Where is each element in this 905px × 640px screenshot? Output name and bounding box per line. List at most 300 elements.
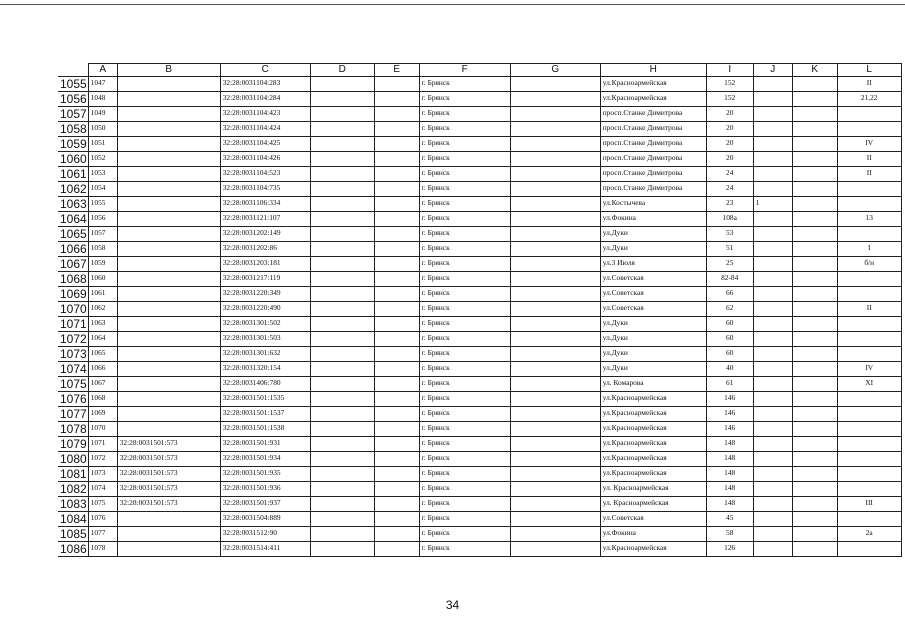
cell-e[interactable]	[374, 332, 419, 347]
cell-f[interactable]: г. Брянск	[419, 437, 510, 452]
cell-i[interactable]: 51	[706, 242, 753, 257]
column-header-k[interactable]: K	[792, 64, 837, 77]
cell-l[interactable]: II	[837, 167, 901, 182]
cell-e[interactable]	[374, 302, 419, 317]
cell-f[interactable]: г. Брянск	[419, 542, 510, 557]
column-header-d[interactable]: D	[310, 64, 374, 77]
row-number[interactable]: 1060	[60, 152, 87, 166]
cell-d[interactable]	[310, 107, 374, 122]
cell-c[interactable]: 32:28:0031104:423	[220, 107, 310, 122]
cell-d[interactable]	[310, 362, 374, 377]
cell-a[interactable]: 1064	[88, 332, 117, 347]
cell-f[interactable]: г. Брянск	[419, 467, 510, 482]
cell-a[interactable]: 1076	[88, 512, 117, 527]
cell-e[interactable]	[374, 347, 419, 362]
cell-j[interactable]	[753, 152, 792, 167]
cell-d[interactable]	[310, 422, 374, 437]
cell-h[interactable]: ул.Советская	[600, 287, 706, 302]
cell-l[interactable]	[837, 122, 901, 137]
cell-c[interactable]: 32:28:0031203:181	[220, 257, 310, 272]
cell-k[interactable]	[792, 107, 837, 122]
cell-j[interactable]	[753, 182, 792, 197]
cell-g[interactable]	[510, 302, 600, 317]
cell-k[interactable]	[792, 122, 837, 137]
cell-k[interactable]	[792, 272, 837, 287]
cell-b[interactable]	[117, 227, 220, 242]
cell-c[interactable]: 32:28:0031501:935	[220, 467, 310, 482]
cell-g[interactable]	[510, 347, 600, 362]
cell-h[interactable]: ул.Дуки	[600, 317, 706, 332]
cell-a[interactable]: 1067	[88, 377, 117, 392]
cell-g[interactable]	[510, 167, 600, 182]
cell-l[interactable]: XI	[837, 377, 901, 392]
cell-b[interactable]	[117, 122, 220, 137]
cell-f[interactable]: г. Брянск	[419, 197, 510, 212]
cell-k[interactable]	[792, 347, 837, 362]
cell-i[interactable]: 60	[706, 347, 753, 362]
cell-a[interactable]: 1049	[88, 107, 117, 122]
cell-c[interactable]: 32:28:0031501:934	[220, 452, 310, 467]
cell-b[interactable]	[117, 347, 220, 362]
cell-k[interactable]	[792, 542, 837, 557]
cell-h[interactable]: ул.Красноармейская	[600, 407, 706, 422]
cell-e[interactable]	[374, 77, 419, 92]
cell-d[interactable]	[310, 287, 374, 302]
cell-b[interactable]	[117, 302, 220, 317]
cell-i[interactable]: 60	[706, 317, 753, 332]
column-header-h[interactable]: H	[600, 64, 706, 77]
cell-h[interactable]: ул.Красноармейская	[600, 77, 706, 92]
cell-k[interactable]	[792, 482, 837, 497]
cell-j[interactable]	[753, 482, 792, 497]
cell-a[interactable]: 1065	[88, 347, 117, 362]
cell-a[interactable]: 1074	[88, 482, 117, 497]
cell-c[interactable]: 32:28:0031501:937	[220, 497, 310, 512]
cell-e[interactable]	[374, 407, 419, 422]
cell-a[interactable]: 1073	[88, 467, 117, 482]
cell-d[interactable]	[310, 347, 374, 362]
row-number[interactable]: 1057	[60, 107, 87, 121]
cell-d[interactable]	[310, 302, 374, 317]
row-number[interactable]: 1085	[60, 527, 87, 541]
row-number[interactable]: 1076	[60, 392, 87, 406]
cell-e[interactable]	[374, 152, 419, 167]
cell-d[interactable]	[310, 77, 374, 92]
cell-a[interactable]: 1047	[88, 77, 117, 92]
row-number[interactable]: 1082	[60, 482, 87, 496]
cell-c[interactable]: 32:28:0031501:1535	[220, 392, 310, 407]
column-header-j[interactable]: J	[753, 64, 792, 77]
cell-k[interactable]	[792, 287, 837, 302]
cell-h[interactable]: ул. Красноармейская	[600, 497, 706, 512]
cell-i[interactable]: 53	[706, 227, 753, 242]
cell-j[interactable]	[753, 272, 792, 287]
cell-d[interactable]	[310, 542, 374, 557]
cell-l[interactable]	[837, 332, 901, 347]
cell-i[interactable]: 148	[706, 497, 753, 512]
cell-g[interactable]	[510, 77, 600, 92]
cell-f[interactable]: г. Брянск	[419, 77, 510, 92]
cell-j[interactable]	[753, 527, 792, 542]
cell-e[interactable]	[374, 437, 419, 452]
cell-i[interactable]: 25	[706, 257, 753, 272]
cell-l[interactable]	[837, 542, 901, 557]
cell-i[interactable]: 40	[706, 362, 753, 377]
row-number[interactable]: 1081	[60, 467, 87, 481]
cell-c[interactable]: 32:28:0031301:502	[220, 317, 310, 332]
cell-c[interactable]: 32:28:0031217:119	[220, 272, 310, 287]
row-number[interactable]: 1079	[60, 437, 87, 451]
cell-f[interactable]: г. Брянск	[419, 242, 510, 257]
cell-k[interactable]	[792, 242, 837, 257]
cell-b[interactable]	[117, 152, 220, 167]
cell-h[interactable]: ул.Дуки	[600, 347, 706, 362]
cell-c[interactable]: 32:28:0031104:283	[220, 77, 310, 92]
cell-f[interactable]: г. Брянск	[419, 137, 510, 152]
cell-l[interactable]	[837, 227, 901, 242]
cell-e[interactable]	[374, 467, 419, 482]
cell-c[interactable]: 32:28:0031301:632	[220, 347, 310, 362]
cell-f[interactable]: г. Брянск	[419, 257, 510, 272]
cell-b[interactable]	[117, 527, 220, 542]
cell-a[interactable]: 1052	[88, 152, 117, 167]
cell-d[interactable]	[310, 167, 374, 182]
cell-i[interactable]: 146	[706, 407, 753, 422]
cell-k[interactable]	[792, 452, 837, 467]
cell-i[interactable]: 61	[706, 377, 753, 392]
cell-j[interactable]	[753, 242, 792, 257]
cell-f[interactable]: г. Брянск	[419, 167, 510, 182]
cell-e[interactable]	[374, 182, 419, 197]
cell-b[interactable]	[117, 197, 220, 212]
cell-a[interactable]: 1060	[88, 272, 117, 287]
cell-g[interactable]	[510, 242, 600, 257]
cell-a[interactable]: 1061	[88, 287, 117, 302]
column-header-b[interactable]: B	[117, 64, 220, 77]
cell-f[interactable]: г. Брянск	[419, 407, 510, 422]
cell-c[interactable]: 32:28:0031106:334	[220, 197, 310, 212]
cell-k[interactable]	[792, 227, 837, 242]
row-number[interactable]: 1070	[60, 302, 87, 316]
cell-j[interactable]	[753, 212, 792, 227]
cell-h[interactable]: просп.Станке Димитрова	[600, 107, 706, 122]
cell-c[interactable]: 32:28:0031504:889	[220, 512, 310, 527]
cell-k[interactable]	[792, 497, 837, 512]
cell-d[interactable]	[310, 437, 374, 452]
cell-b[interactable]	[117, 167, 220, 182]
cell-b[interactable]	[117, 542, 220, 557]
cell-a[interactable]: 1070	[88, 422, 117, 437]
cell-i[interactable]: 60	[706, 332, 753, 347]
cell-g[interactable]	[510, 452, 600, 467]
cell-e[interactable]	[374, 362, 419, 377]
cell-f[interactable]: г. Брянск	[419, 527, 510, 542]
cell-e[interactable]	[374, 317, 419, 332]
row-number[interactable]: 1071	[60, 317, 87, 331]
cell-a[interactable]: 1063	[88, 317, 117, 332]
cell-d[interactable]	[310, 452, 374, 467]
cell-i[interactable]: 20	[706, 122, 753, 137]
cell-g[interactable]	[510, 122, 600, 137]
cell-c[interactable]: 32:28:0031220:349	[220, 287, 310, 302]
cell-b[interactable]	[117, 392, 220, 407]
cell-h[interactable]: ул.Фокина	[600, 212, 706, 227]
cell-i[interactable]: 108а	[706, 212, 753, 227]
cell-b[interactable]: 32:28:0031501:573	[117, 497, 220, 512]
row-number[interactable]: 1069	[60, 287, 87, 301]
cell-j[interactable]	[753, 467, 792, 482]
cell-b[interactable]	[117, 242, 220, 257]
cell-e[interactable]	[374, 287, 419, 302]
cell-d[interactable]	[310, 407, 374, 422]
cell-g[interactable]	[510, 527, 600, 542]
cell-e[interactable]	[374, 482, 419, 497]
cell-k[interactable]	[792, 512, 837, 527]
cell-i[interactable]: 45	[706, 512, 753, 527]
cell-l[interactable]	[837, 182, 901, 197]
cell-a[interactable]: 1050	[88, 122, 117, 137]
cell-i[interactable]: 146	[706, 422, 753, 437]
cell-d[interactable]	[310, 182, 374, 197]
cell-f[interactable]: г. Брянск	[419, 317, 510, 332]
cell-i[interactable]: 20	[706, 152, 753, 167]
cell-a[interactable]: 1055	[88, 197, 117, 212]
cell-g[interactable]	[510, 422, 600, 437]
cell-c[interactable]: 32:28:0031301:503	[220, 332, 310, 347]
cell-f[interactable]: г. Брянск	[419, 347, 510, 362]
cell-g[interactable]	[510, 152, 600, 167]
cell-a[interactable]: 1054	[88, 182, 117, 197]
cell-f[interactable]: г. Брянск	[419, 332, 510, 347]
row-number[interactable]: 1066	[60, 242, 87, 256]
cell-j[interactable]	[753, 317, 792, 332]
cell-g[interactable]	[510, 437, 600, 452]
cell-f[interactable]: г. Брянск	[419, 392, 510, 407]
cell-a[interactable]: 1072	[88, 452, 117, 467]
cell-a[interactable]: 1075	[88, 497, 117, 512]
cell-h[interactable]: ул.3 Июля	[600, 257, 706, 272]
cell-l[interactable]	[837, 347, 901, 362]
cell-l[interactable]	[837, 287, 901, 302]
cell-f[interactable]: г. Брянск	[419, 212, 510, 227]
cell-g[interactable]	[510, 512, 600, 527]
cell-l[interactable]	[837, 512, 901, 527]
cell-d[interactable]	[310, 467, 374, 482]
cell-c[interactable]: 32:28:0031104:424	[220, 122, 310, 137]
cell-b[interactable]	[117, 362, 220, 377]
row-number[interactable]: 1061	[60, 167, 87, 181]
cell-e[interactable]	[374, 242, 419, 257]
cell-b[interactable]	[117, 317, 220, 332]
row-number[interactable]: 1058	[60, 122, 87, 136]
cell-h[interactable]: ул.Дуки	[600, 227, 706, 242]
cell-g[interactable]	[510, 362, 600, 377]
cell-i[interactable]: 20	[706, 107, 753, 122]
cell-d[interactable]	[310, 527, 374, 542]
cell-c[interactable]: 32:28:0031104:284	[220, 92, 310, 107]
cell-l[interactable]	[837, 392, 901, 407]
cell-i[interactable]: 148	[706, 467, 753, 482]
cell-h[interactable]: ул.Дуки	[600, 332, 706, 347]
cell-f[interactable]: г. Брянск	[419, 227, 510, 242]
cell-g[interactable]	[510, 107, 600, 122]
cell-h[interactable]: ул. Комарова	[600, 377, 706, 392]
cell-c[interactable]: 32:28:0031501:936	[220, 482, 310, 497]
cell-e[interactable]	[374, 167, 419, 182]
cell-d[interactable]	[310, 377, 374, 392]
cell-a[interactable]: 1071	[88, 437, 117, 452]
cell-a[interactable]: 1053	[88, 167, 117, 182]
cell-e[interactable]	[374, 257, 419, 272]
cell-i[interactable]: 146	[706, 392, 753, 407]
cell-d[interactable]	[310, 227, 374, 242]
cell-e[interactable]	[374, 497, 419, 512]
cell-b[interactable]	[117, 182, 220, 197]
cell-l[interactable]: б/н	[837, 257, 901, 272]
column-header-l[interactable]: L	[837, 64, 901, 77]
cell-d[interactable]	[310, 257, 374, 272]
cell-b[interactable]	[117, 272, 220, 287]
cell-l[interactable]: IV	[837, 137, 901, 152]
cell-i[interactable]: 58	[706, 527, 753, 542]
cell-k[interactable]	[792, 332, 837, 347]
cell-g[interactable]	[510, 272, 600, 287]
row-number[interactable]: 1059	[60, 137, 87, 151]
row-number[interactable]: 1086	[60, 542, 87, 556]
cell-i[interactable]: 152	[706, 92, 753, 107]
row-number[interactable]: 1063	[60, 197, 87, 211]
cell-j[interactable]	[753, 332, 792, 347]
cell-c[interactable]: 32:28:0031512:90	[220, 527, 310, 542]
cell-b[interactable]	[117, 137, 220, 152]
row-number[interactable]: 1062	[60, 182, 87, 196]
cell-e[interactable]	[374, 272, 419, 287]
row-number[interactable]: 1055	[60, 77, 87, 91]
row-number[interactable]: 1074	[60, 362, 87, 376]
cell-b[interactable]: 32:28:0031501:573	[117, 482, 220, 497]
cell-g[interactable]	[510, 212, 600, 227]
cell-j[interactable]	[753, 227, 792, 242]
cell-e[interactable]	[374, 137, 419, 152]
row-number[interactable]: 1056	[60, 92, 87, 106]
cell-f[interactable]: г. Брянск	[419, 482, 510, 497]
cell-e[interactable]	[374, 527, 419, 542]
column-header-a[interactable]: A	[88, 64, 117, 77]
cell-g[interactable]	[510, 197, 600, 212]
cell-d[interactable]	[310, 152, 374, 167]
cell-f[interactable]: г. Брянск	[419, 302, 510, 317]
cell-j[interactable]	[753, 542, 792, 557]
row-number[interactable]: 1065	[60, 227, 87, 241]
cell-l[interactable]	[837, 482, 901, 497]
cell-e[interactable]	[374, 92, 419, 107]
cell-e[interactable]	[374, 542, 419, 557]
cell-l[interactable]: 2а	[837, 527, 901, 542]
cell-k[interactable]	[792, 362, 837, 377]
cell-j[interactable]	[753, 137, 792, 152]
cell-a[interactable]: 1048	[88, 92, 117, 107]
cell-f[interactable]: г. Брянск	[419, 107, 510, 122]
cell-d[interactable]	[310, 497, 374, 512]
cell-h[interactable]: просп.Станке Димитрова	[600, 182, 706, 197]
cell-k[interactable]	[792, 302, 837, 317]
cell-b[interactable]	[117, 77, 220, 92]
cell-j[interactable]	[753, 362, 792, 377]
cell-e[interactable]	[374, 212, 419, 227]
cell-l[interactable]	[837, 422, 901, 437]
column-header-c[interactable]: C	[220, 64, 310, 77]
cell-l[interactable]: I	[837, 242, 901, 257]
cell-c[interactable]: 32:28:0031320:154	[220, 362, 310, 377]
cell-j[interactable]	[753, 107, 792, 122]
cell-g[interactable]	[510, 392, 600, 407]
cell-g[interactable]	[510, 317, 600, 332]
cell-l[interactable]: II	[837, 152, 901, 167]
cell-l[interactable]	[837, 317, 901, 332]
cell-d[interactable]	[310, 512, 374, 527]
cell-b[interactable]	[117, 407, 220, 422]
cell-a[interactable]: 1068	[88, 392, 117, 407]
cell-c[interactable]: 32:28:0031501:1538	[220, 422, 310, 437]
cell-a[interactable]: 1056	[88, 212, 117, 227]
row-number[interactable]: 1075	[60, 377, 87, 391]
cell-g[interactable]	[510, 467, 600, 482]
cell-b[interactable]	[117, 512, 220, 527]
cell-c[interactable]: 32:28:0031104:523	[220, 167, 310, 182]
column-header-i[interactable]: I	[706, 64, 753, 77]
cell-g[interactable]	[510, 92, 600, 107]
cell-k[interactable]	[792, 182, 837, 197]
cell-l[interactable]: 13	[837, 212, 901, 227]
cell-g[interactable]	[510, 287, 600, 302]
cell-f[interactable]: г. Брянск	[419, 92, 510, 107]
cell-d[interactable]	[310, 317, 374, 332]
cell-h[interactable]: ул.Красноармейская	[600, 437, 706, 452]
cell-h[interactable]: просп.Станке Димитрова	[600, 137, 706, 152]
cell-l[interactable]	[837, 407, 901, 422]
cell-d[interactable]	[310, 392, 374, 407]
cell-f[interactable]: г. Брянск	[419, 182, 510, 197]
row-number[interactable]: 1072	[60, 332, 87, 346]
cell-b[interactable]	[117, 92, 220, 107]
cell-e[interactable]	[374, 512, 419, 527]
cell-a[interactable]: 1059	[88, 257, 117, 272]
cell-j[interactable]	[753, 167, 792, 182]
cell-j[interactable]: 1	[753, 197, 792, 212]
cell-b[interactable]: 32:28:0031501:573	[117, 467, 220, 482]
cell-j[interactable]	[753, 302, 792, 317]
cell-b[interactable]: 32:28:0031501:573	[117, 452, 220, 467]
cell-h[interactable]: ул.Красноармейская	[600, 422, 706, 437]
cell-c[interactable]: 32:28:0031514:411	[220, 542, 310, 557]
cell-a[interactable]: 1051	[88, 137, 117, 152]
cell-h[interactable]: ул.Красноармейская	[600, 542, 706, 557]
cell-g[interactable]	[510, 332, 600, 347]
cell-k[interactable]	[792, 257, 837, 272]
cell-k[interactable]	[792, 407, 837, 422]
column-header-g[interactable]: G	[510, 64, 600, 77]
cell-h[interactable]: ул. Красноармейская	[600, 482, 706, 497]
cell-f[interactable]: г. Брянск	[419, 272, 510, 287]
cell-i[interactable]: 126	[706, 542, 753, 557]
cell-i[interactable]: 82-84	[706, 272, 753, 287]
cell-e[interactable]	[374, 377, 419, 392]
cell-i[interactable]: 23	[706, 197, 753, 212]
cell-k[interactable]	[792, 137, 837, 152]
cell-k[interactable]	[792, 422, 837, 437]
cell-b[interactable]	[117, 212, 220, 227]
cell-j[interactable]	[753, 257, 792, 272]
